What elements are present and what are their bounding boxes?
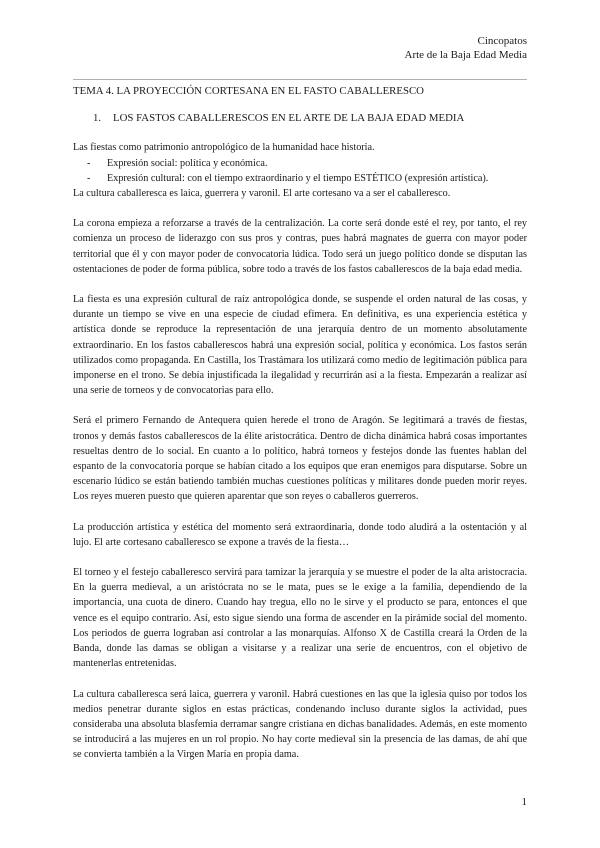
document-body — [73, 84, 527, 763]
dash-bullet: - — [87, 172, 91, 184]
paragraph: Será el primero Fernando de Antequera quien herede el trono de Aragón. Se legitimará a través de fiestas, tronos y demás fastos caballerescos de la élite aristocrática. Dentro de dicha dinámica habrá cosas importantes resueltas dentro de lo social. En cuanto a lo político, habrá torneos y festejos donde las fuentes hablan del espanto de la convocatoria porque se habían citado a los equipos que eran enemigos para disputarse. Sobre un escenario lúdico se están batiendo también muchas cuestiones políticas y militares donde pueden morir reyes. Los reyes mueren puesto que quieren aparentar que son reyes o caballeros guerreros. — [73, 415, 527, 503]
list-item-text: Expresión cultural: con el tiempo extraordinario y el tiempo ESTÉTICO (expresión artística). — [107, 172, 489, 184]
header-divider — [73, 79, 527, 80]
intro-list — [73, 156, 527, 186]
intro-closing: La cultura caballeresca es laica, guerrera y varonil. El arte cortesano va a ser el caballeresco. — [73, 188, 451, 200]
intro-block — [73, 140, 527, 201]
paragraph: La corona empieza a reforzarse a través de la centralización. La corte será donde esté el rey, por tanto, el rey comienza un proceso de liderazgo con sus pros y contras, pues habrá magnates de guerra con mayor poder territorial que él y con mayor poder de convocatoria lúdica. Todo será un juego político donde se disputan las ostentaciones de poder de forma pública, sobre todo a través de los fastos caballerescos de la baja edad media. — [73, 218, 527, 275]
section-title: LOS FASTOS CABALLERESCOS EN EL ARTE DE LA BAJA EDAD MEDIA — [113, 112, 465, 125]
section-heading — [93, 111, 527, 126]
page-header — [405, 34, 527, 62]
tema-title: TEMA 4. LA PROYECCIÓN CORTESANA EN EL FASTO CABALLERESCO — [73, 85, 424, 97]
paragraph: El torneo y el festejo caballeresco servirá para tamizar la jerarquía y se muestre el poder de la alta aristocracia. En la guerra medieval, a un aristócrata no se le mata, pues se le exige a la familia, dependiendo de la importancia, una cuota de dinero. Cuando hay tregua, ello no le sirve y el producto se para, entonces el que vence es el equipo contrario. Así, esto sigue siendo una forma de ascender en la pirámide social del momento. Los periodos de guerra lograban así controlar a las monarquías. Alfonso X de Castilla creará la Orden de la Banda, donde las damas se obligan a visitarse y a realizar una serie de encuentros, con el objetivo de mantenerlas entretenidas. — [73, 567, 527, 670]
page-number: 1 — [521, 796, 527, 808]
paragraph: La producción artística y estética del momento será extraordinaria, donde todo aludirá a la ostentación y al lujo. El arte cortesano caballeresco se expone a través de la fiesta… — [73, 521, 527, 548]
intro-line: Las fiestas como patrimonio antropológico de la humanidad hace historia. — [73, 142, 375, 154]
dash-bullet: - — [87, 157, 91, 169]
list-item — [73, 171, 527, 186]
paragraph: La cultura caballeresca será laica, guerrera y varonil. Habrá cuestiones en las que la iglesia quiso por todos los medios penetrar durante siglos en estas prácticas, condenando incluso durante siglos la actividad, pues consideraba una absoluta blasfemia derramar sangre cristiana en dichas banalidades. Además, en este momento se introducirá a las mujeres en un rol propio. No hay corte medieval sin la presencia de las damas, de ahí que se convierta también a la Virgen María en propia dama. — [73, 688, 527, 761]
list-item — [73, 156, 527, 171]
header-course: Arte de la Baja Edad Media — [404, 49, 527, 61]
paragraph: La fiesta es una expresión cultural de raíz antropológica donde, se suspende el orden natural de las cosas, y durante un tiempo se vive en una especie de ciudad efímera. En definitiva, es una experiencia estética y artística donde se reproduce la representación de una jerarquía dentro de un momento absolutamente extraordinario. En los fastos caballerescos habrá una expresión social, política y económica. Los fastos serán utilizados como propaganda. En Castilla, los Trastámara los utilizará como medio de legitimación pública para imponerse en el trono. Se debía injustificada la ilegalidad y recurrirán así a la fiesta. Empezarán a realizar así una serie de torneos y de convocatorias para ello. — [73, 294, 527, 397]
header-author: Cincopatos — [477, 35, 527, 47]
list-item-text: Expresión social: política y económica. — [107, 157, 268, 169]
section-number: 1. — [93, 112, 102, 125]
